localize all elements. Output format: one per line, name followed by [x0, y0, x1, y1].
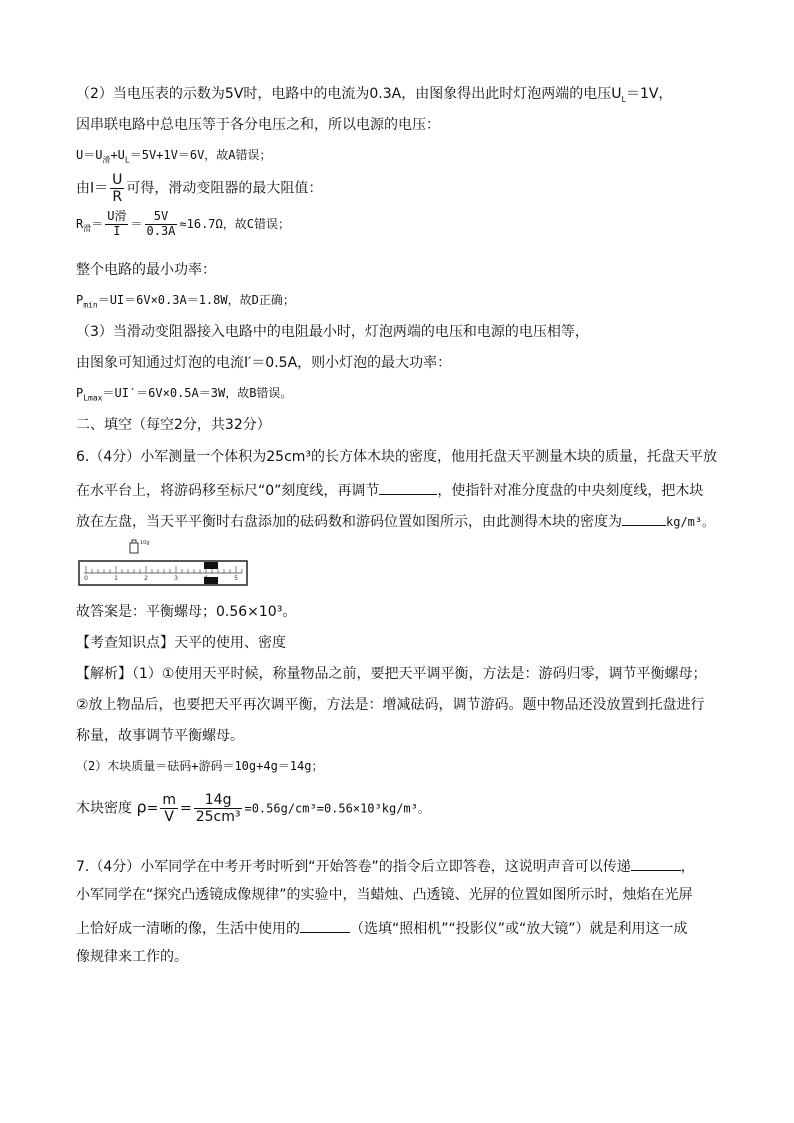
text: =	[146, 800, 159, 817]
text: ＝	[91, 216, 104, 231]
fraction	[110, 172, 124, 205]
text: （1）①使用天平时候，称量物品之前，要把天平调平衡，方法是：游码归零，调节平衡螺母；	[132, 666, 707, 682]
solution-equation	[76, 293, 295, 310]
subscript: Lmax	[83, 393, 103, 403]
analysis-line: 称量，故事调节平衡螺母。	[76, 728, 244, 744]
text: =	[179, 800, 192, 817]
weight-icon	[130, 540, 138, 553]
fraction	[145, 210, 178, 239]
numerator: m	[162, 792, 176, 808]
density-formula	[76, 792, 430, 825]
answer-blank	[631, 856, 681, 871]
denominator: V	[164, 809, 174, 826]
text: ＝UI′＝6V×0.5A＝3W，故B错误。	[102, 386, 293, 400]
analysis-line	[76, 666, 706, 683]
numerator: U	[112, 172, 123, 188]
denominator: R	[112, 189, 123, 206]
solution-line: 整个电路的最小功率：	[76, 262, 216, 278]
text: ≈16.7Ω，故C错误；	[179, 216, 290, 231]
solution-line	[76, 86, 672, 104]
solution-equation	[76, 386, 292, 403]
fraction	[160, 792, 178, 825]
mass-line: （2）木块质量＝砝码+游码＝10g+4g＝14g；	[76, 759, 324, 773]
text: ＝5V+1V＝6V，故A错误；	[129, 148, 272, 162]
subscript: L	[621, 94, 626, 104]
numerator: 14g	[194, 792, 243, 809]
text: R	[76, 216, 84, 231]
question-7-line	[76, 856, 695, 876]
text: ＝	[130, 216, 143, 231]
solution-line: 因串联电路中总电压等于各分电压之和，所以电源的电压：	[76, 117, 440, 133]
question-7-line	[76, 918, 688, 938]
answer-blank	[379, 480, 437, 495]
numerator: 5V	[145, 210, 178, 225]
question-7-line: 小军同学在“探究凸透镜成像规律”的实验中，当蜡烛、凸透镜、光屏的位置如图所示时，烛焰在光屏	[76, 887, 693, 903]
text: =0.56g/cm³=0.56×10³kg/m³。	[244, 801, 430, 816]
balance-svg	[78, 537, 254, 589]
text: ＝UI＝6V×0.3A＝1.8W，故D正确；	[97, 293, 295, 307]
solution-line: 由图象可知通过灯泡的电流I′＝0.5A，则小灯泡的最大功率：	[76, 355, 452, 371]
ruler-tick-label: 0	[84, 575, 88, 582]
label: 【考查知识点】	[76, 635, 174, 651]
question-6-line: 6.（4分）小军测量一个体积为25cm³的长方体木块的密度，他用托盘天平测量木块的质量，托盘天平放	[76, 449, 718, 465]
text: U＝U	[76, 148, 103, 162]
text: 上恰好成一清晰的像，生活中使用的	[76, 921, 300, 937]
ruler-tick-label: 5	[234, 575, 238, 582]
fraction	[105, 210, 128, 239]
text: （2）当电压表的示数为5V时，电路中的电流为0.3A，由图象得出此时灯泡两端的电压U	[76, 86, 622, 102]
rho-symbol: ρ	[136, 797, 147, 817]
answer-blank	[300, 918, 350, 933]
answer-blank	[622, 511, 666, 526]
text: 放在左盘，当天平平衡时右盘添加的砝码数和游码位置如图所示，由此测得木块的密度为	[76, 514, 622, 530]
weight-label: 10g	[140, 540, 150, 546]
text: ，	[680, 859, 695, 875]
text: 可得，滑动变阻器的最大阻值：	[126, 180, 323, 197]
subscript: 滑	[102, 155, 111, 165]
denominator: 0.3A	[146, 223, 176, 238]
rider-top	[204, 562, 218, 569]
fraction	[194, 792, 243, 825]
text: 天平的使用、密度	[174, 635, 286, 651]
balance-figure	[78, 537, 254, 589]
ruler-tick-label: 2	[144, 575, 148, 582]
text: P	[76, 293, 84, 307]
solution-line: （3）当滑动变阻器接入电路中的电阻最小时，灯泡两端的电压和电源的电压相等，	[76, 324, 589, 340]
text: +U	[110, 148, 125, 162]
formula-line	[76, 210, 290, 239]
text: ＝1V，	[625, 86, 673, 102]
analysis-line: ②放上物品后，也要把天平再次调平衡，方法是：增减砝码，调节游码。题中物品还没放置到托盘进行	[76, 697, 705, 713]
ruler-tick-label: 3	[174, 575, 178, 582]
ruler-ticks	[84, 566, 242, 582]
question-6-line	[76, 480, 703, 500]
text: 木块密度	[76, 800, 132, 817]
section-heading: 二、填空（每空2分，共32分）	[76, 417, 271, 433]
ruler-tick-label: 1	[114, 575, 118, 582]
question-7-line: 像规律来工作的。	[76, 949, 188, 965]
rider-bottom	[204, 577, 218, 584]
question-6-line	[76, 511, 714, 531]
solution-equation	[76, 148, 272, 165]
subscript: min	[83, 300, 98, 310]
text: ，使指针对准分度盘的中央刻度线，把木块	[437, 483, 704, 499]
denominator: 25cm³	[195, 809, 241, 826]
formula-line	[76, 172, 322, 205]
text: P	[76, 386, 84, 400]
subscript: L	[124, 155, 130, 165]
subscript: 滑	[83, 224, 92, 234]
text: （选填“照相机”“投影仪”或“放大镜”）就是利用这一成	[350, 921, 688, 937]
denominator: I	[113, 223, 121, 238]
answer-line: 故答案是：平衡螺母；0.56×10³。	[76, 604, 297, 620]
label: 【解析】	[76, 666, 132, 682]
text: 7.（4分）小军同学在中考开考时听到“开始答卷”的指令后立即答卷，这说明声音可以传递	[76, 859, 631, 875]
text: 在水平台上，将游码移至标尺“0”刻度线，再调节	[76, 483, 380, 499]
numerator: U滑	[107, 209, 127, 223]
unit-text: kg/m³。	[666, 515, 715, 529]
text: 由I＝	[76, 180, 109, 197]
knowledge-point	[76, 635, 286, 652]
